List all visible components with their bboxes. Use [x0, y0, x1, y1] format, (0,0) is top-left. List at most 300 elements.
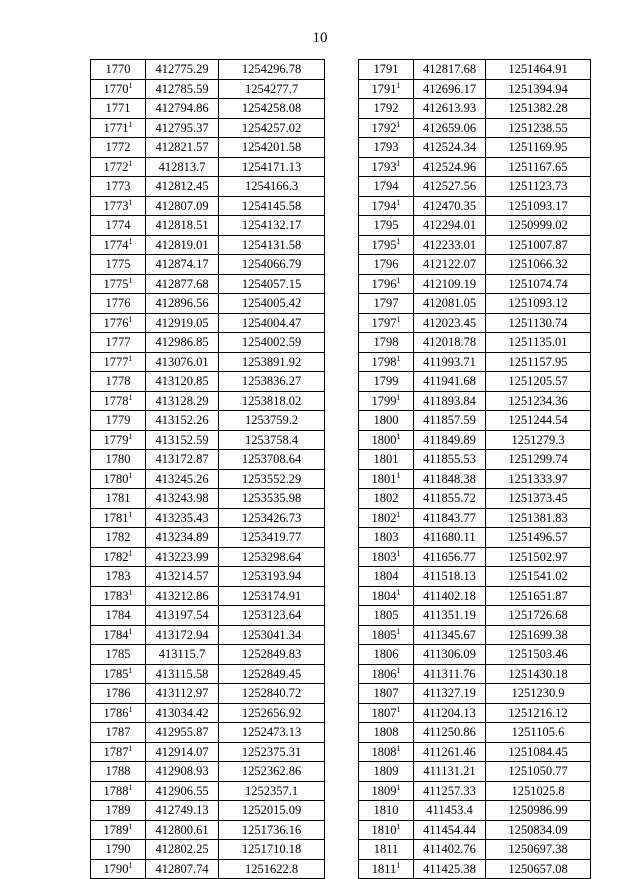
point-id: 1811 [373, 842, 399, 857]
point-id-cell [359, 79, 414, 99]
point-id-cell [359, 489, 414, 509]
x-coordinate-cell: 412812.45 [146, 177, 219, 197]
point-id: 1807 [373, 686, 399, 701]
y-coordinate-cell: 1250697.38 [486, 840, 591, 860]
point-id: 1797 [371, 315, 397, 330]
point-id-superscript: 1 [396, 431, 401, 441]
table-row [359, 235, 591, 255]
x-coordinate-cell: 412524.34 [414, 138, 486, 158]
table-row [359, 118, 591, 138]
table-row [91, 508, 325, 528]
y-coordinate-cell: 1251381.83 [486, 508, 591, 528]
point-id-superscript: 1 [128, 665, 133, 675]
y-coordinate-cell: 1251093.17 [486, 196, 591, 216]
x-coordinate-cell: 412470.35 [414, 196, 486, 216]
x-coordinate-cell: 412819.01 [146, 235, 219, 255]
point-id-cell [91, 79, 146, 99]
x-coordinate-cell: 412821.57 [146, 138, 219, 158]
table-row [91, 274, 325, 294]
point-id-superscript: 1 [396, 80, 401, 90]
table-row [91, 60, 325, 80]
y-coordinate-cell: 1251373.45 [486, 489, 591, 509]
point-id-superscript: 1 [396, 470, 401, 480]
x-coordinate-cell: 412795.37 [146, 118, 219, 138]
table-row [359, 528, 591, 548]
point-id-cell [359, 469, 414, 489]
x-coordinate-cell: 411306.09 [414, 645, 486, 665]
table-row [359, 762, 591, 782]
point-id-superscript: 1 [396, 821, 401, 831]
point-id-cell [359, 196, 414, 216]
point-id-superscript: 1 [396, 548, 401, 558]
table-row [91, 489, 325, 509]
point-id: 1770 [103, 81, 129, 96]
x-coordinate-cell: 412023.45 [414, 313, 486, 333]
y-coordinate-cell: 1252840.72 [219, 684, 325, 704]
point-id-cell [359, 508, 414, 528]
point-id: 1775 [103, 276, 129, 291]
point-id: 1781 [103, 510, 129, 525]
point-id: 1776 [103, 315, 129, 330]
x-coordinate-cell: 413212.86 [146, 586, 219, 606]
table-row [91, 742, 325, 762]
y-coordinate-cell: 1253535.98 [219, 489, 325, 509]
y-coordinate-cell: 1251464.91 [486, 60, 591, 80]
point-id-cell [359, 294, 414, 314]
table-row [91, 196, 325, 216]
point-id-cell [91, 177, 146, 197]
table-row [359, 99, 591, 119]
table-row [359, 274, 591, 294]
table-row [359, 391, 591, 411]
point-id-superscript: 1 [128, 197, 133, 207]
coordinates-table-right [358, 59, 591, 879]
point-id-cell [91, 567, 146, 587]
point-id-cell [359, 274, 414, 294]
point-id: 1791 [373, 62, 399, 77]
point-id: 1779 [105, 413, 131, 428]
table-row [359, 723, 591, 743]
y-coordinate-cell: 1251123.73 [486, 177, 591, 197]
point-id-cell [359, 547, 414, 567]
table-row [91, 235, 325, 255]
table-row [91, 528, 325, 548]
point-id: 1811 [371, 861, 397, 876]
point-id: 1772 [103, 159, 129, 174]
point-id: 1806 [373, 647, 399, 662]
x-coordinate-cell: 412696.17 [414, 79, 486, 99]
table-row [91, 99, 325, 119]
point-id: 1793 [371, 159, 397, 174]
x-coordinate-cell: 412807.74 [146, 859, 219, 879]
table-row [359, 333, 591, 353]
x-coordinate-cell: 413243.98 [146, 489, 219, 509]
point-id-cell [359, 742, 414, 762]
x-coordinate-cell: 411453.4 [414, 801, 486, 821]
point-id-cell [91, 138, 146, 158]
table-row [91, 820, 325, 840]
table-row [91, 352, 325, 372]
point-id: 1796 [371, 276, 397, 291]
x-coordinate-cell: 411855.53 [414, 450, 486, 470]
table-row [91, 567, 325, 587]
point-id-cell [359, 60, 414, 80]
y-coordinate-cell: 1251651.87 [486, 586, 591, 606]
point-id: 1786 [103, 705, 129, 720]
point-id: 1777 [103, 354, 129, 369]
x-coordinate-cell: 413112.97 [146, 684, 219, 704]
point-id-cell [359, 820, 414, 840]
x-coordinate-cell: 411345.67 [414, 625, 486, 645]
y-coordinate-cell: 1250986.99 [486, 801, 591, 821]
point-id-cell [91, 586, 146, 606]
y-coordinate-cell: 1252473.13 [219, 723, 325, 743]
y-coordinate-cell: 1253193.94 [219, 567, 325, 587]
y-coordinate-cell: 1251622.8 [219, 859, 325, 879]
point-id: 1785 [103, 666, 129, 681]
point-id-cell [359, 118, 414, 138]
point-id-superscript: 1 [396, 665, 401, 675]
point-id-cell [91, 274, 146, 294]
x-coordinate-cell: 413152.26 [146, 411, 219, 431]
point-id: 1785 [105, 647, 131, 662]
table-row [359, 430, 591, 450]
point-id: 1803 [373, 530, 399, 545]
point-id-superscript: 1 [396, 782, 401, 792]
point-id: 1808 [371, 744, 397, 759]
y-coordinate-cell: 1251394.94 [486, 79, 591, 99]
table-row [91, 79, 325, 99]
point-id-superscript: 1 [128, 704, 133, 714]
table-row [359, 859, 591, 879]
x-coordinate-cell: 412018.78 [414, 333, 486, 353]
table-row [91, 645, 325, 665]
y-coordinate-cell: 1254004.47 [219, 313, 325, 333]
point-id: 1783 [103, 588, 129, 603]
x-coordinate-cell: 412081.05 [414, 294, 486, 314]
table-row [359, 645, 591, 665]
point-id-cell [359, 255, 414, 275]
point-id: 1781 [105, 491, 131, 506]
table-row [91, 684, 325, 704]
table-row [359, 567, 591, 587]
table-row [91, 801, 325, 821]
x-coordinate-cell: 411311.76 [414, 664, 486, 684]
point-id-cell [91, 333, 146, 353]
y-coordinate-cell: 1251503.46 [486, 645, 591, 665]
point-id-superscript: 1 [128, 860, 133, 870]
point-id-cell [359, 157, 414, 177]
point-id: 1799 [371, 393, 397, 408]
y-coordinate-cell: 1251496.57 [486, 528, 591, 548]
point-id-superscript: 1 [396, 509, 401, 519]
point-id-cell [359, 625, 414, 645]
point-id-cell [91, 801, 146, 821]
y-coordinate-cell: 1251050.77 [486, 762, 591, 782]
point-id: 1782 [103, 549, 129, 564]
table-row [359, 177, 591, 197]
point-id-cell [91, 606, 146, 626]
point-id: 1782 [105, 530, 131, 545]
point-id-cell [91, 430, 146, 450]
point-id: 1778 [105, 374, 131, 389]
table-row [359, 138, 591, 158]
y-coordinate-cell: 1251130.74 [486, 313, 591, 333]
x-coordinate-cell: 411680.11 [414, 528, 486, 548]
point-id: 1807 [371, 705, 397, 720]
x-coordinate-cell: 412233.01 [414, 235, 486, 255]
y-coordinate-cell: 1253123.64 [219, 606, 325, 626]
point-id: 1808 [373, 725, 399, 740]
x-coordinate-cell: 411656.77 [414, 547, 486, 567]
y-coordinate-cell: 1253836.27 [219, 372, 325, 392]
x-coordinate-cell: 411425.38 [414, 859, 486, 879]
x-coordinate-cell: 413245.26 [146, 469, 219, 489]
point-id-cell [359, 216, 414, 236]
point-id: 1801 [373, 452, 399, 467]
point-id-cell [359, 664, 414, 684]
point-id: 1792 [371, 120, 397, 135]
point-id-superscript: 1 [128, 821, 133, 831]
y-coordinate-cell: 1251430.18 [486, 664, 591, 684]
table-row [91, 372, 325, 392]
point-id-cell [91, 469, 146, 489]
y-coordinate-cell: 1251216.12 [486, 703, 591, 723]
y-coordinate-cell: 1251007.87 [486, 235, 591, 255]
x-coordinate-cell: 413152.59 [146, 430, 219, 450]
point-id: 1802 [373, 491, 399, 506]
point-id-superscript: 1 [128, 743, 133, 753]
point-id-cell [91, 645, 146, 665]
point-id-cell [91, 255, 146, 275]
x-coordinate-cell: 412122.07 [414, 255, 486, 275]
x-coordinate-cell: 412986.85 [146, 333, 219, 353]
x-coordinate-cell: 412874.17 [146, 255, 219, 275]
point-id: 1795 [371, 237, 397, 252]
point-id-cell [91, 723, 146, 743]
y-coordinate-cell: 1254171.13 [219, 157, 325, 177]
point-id: 1798 [373, 335, 399, 350]
y-coordinate-cell: 1250657.08 [486, 859, 591, 879]
y-coordinate-cell: 1254257.02 [219, 118, 325, 138]
point-id: 1779 [103, 432, 129, 447]
table-row [359, 625, 591, 645]
table-row [359, 255, 591, 275]
point-id-superscript: 1 [396, 119, 401, 129]
point-id: 1786 [105, 686, 131, 701]
table-row [91, 469, 325, 489]
point-id-superscript: 1 [128, 548, 133, 558]
table-row [359, 820, 591, 840]
table-row [359, 742, 591, 762]
y-coordinate-cell: 1251169.95 [486, 138, 591, 158]
point-id-cell [91, 625, 146, 645]
point-id-cell [91, 840, 146, 860]
point-id-superscript: 1 [128, 587, 133, 597]
x-coordinate-cell: 412807.09 [146, 196, 219, 216]
table-row [91, 216, 325, 236]
point-id-superscript: 1 [128, 314, 133, 324]
x-coordinate-cell: 412813.7 [146, 157, 219, 177]
table-row [91, 391, 325, 411]
table-row [91, 255, 325, 275]
y-coordinate-cell: 1251502.97 [486, 547, 591, 567]
table-row [91, 138, 325, 158]
point-id-superscript: 1 [128, 236, 133, 246]
y-coordinate-cell: 1253758.4 [219, 430, 325, 450]
point-id-cell [359, 703, 414, 723]
point-id-cell [91, 547, 146, 567]
point-id: 1775 [105, 257, 131, 272]
point-id-cell [91, 859, 146, 879]
y-coordinate-cell: 1254131.58 [219, 235, 325, 255]
y-coordinate-cell: 1254005.42 [219, 294, 325, 314]
point-id-superscript: 1 [128, 392, 133, 402]
x-coordinate-cell: 412906.55 [146, 781, 219, 801]
point-id-cell [91, 60, 146, 80]
x-coordinate-cell: 412817.68 [414, 60, 486, 80]
point-id: 1784 [103, 627, 129, 642]
table-row [91, 411, 325, 431]
point-id-superscript: 1 [128, 80, 133, 90]
y-coordinate-cell: 1254002.59 [219, 333, 325, 353]
x-coordinate-cell: 412818.51 [146, 216, 219, 236]
point-id: 1791 [371, 81, 397, 96]
point-id: 1796 [373, 257, 399, 272]
x-coordinate-cell: 413214.57 [146, 567, 219, 587]
y-coordinate-cell: 1251238.55 [486, 118, 591, 138]
x-coordinate-cell: 411893.84 [414, 391, 486, 411]
point-id-cell [91, 196, 146, 216]
x-coordinate-cell: 412749.13 [146, 801, 219, 821]
point-id: 1800 [373, 413, 399, 428]
point-id: 1810 [373, 803, 399, 818]
y-coordinate-cell: 1251699.38 [486, 625, 591, 645]
y-coordinate-cell: 1254057.15 [219, 274, 325, 294]
y-coordinate-cell: 1254166.3 [219, 177, 325, 197]
point-id-cell [359, 528, 414, 548]
x-coordinate-cell: 411327.19 [414, 684, 486, 704]
point-id: 1777 [105, 335, 131, 350]
y-coordinate-cell: 1251093.12 [486, 294, 591, 314]
point-id-superscript: 1 [128, 275, 133, 285]
y-coordinate-cell: 1252362.86 [219, 762, 325, 782]
x-coordinate-cell: 412955.87 [146, 723, 219, 743]
point-id-cell [359, 99, 414, 119]
point-id: 1780 [103, 471, 129, 486]
x-coordinate-cell: 412877.68 [146, 274, 219, 294]
point-id-cell [359, 450, 414, 470]
x-coordinate-cell: 412802.25 [146, 840, 219, 860]
point-id-superscript: 1 [396, 275, 401, 285]
point-id: 1801 [371, 471, 397, 486]
table-row [91, 118, 325, 138]
point-id-cell [359, 684, 414, 704]
point-id-cell [91, 235, 146, 255]
point-id-superscript: 1 [396, 158, 401, 168]
point-id-cell [359, 567, 414, 587]
y-coordinate-cell: 1251230.9 [486, 684, 591, 704]
point-id-cell [359, 391, 414, 411]
y-coordinate-cell: 1253708.64 [219, 450, 325, 470]
table-row [359, 216, 591, 236]
point-id: 1780 [105, 452, 131, 467]
point-id-cell [91, 411, 146, 431]
y-coordinate-cell: 1250834.09 [486, 820, 591, 840]
y-coordinate-cell: 1253759.2 [219, 411, 325, 431]
x-coordinate-cell: 412659.06 [414, 118, 486, 138]
y-coordinate-cell: 1254066.79 [219, 255, 325, 275]
x-coordinate-cell: 412908.93 [146, 762, 219, 782]
x-coordinate-cell: 411857.59 [414, 411, 486, 431]
table-row [359, 684, 591, 704]
x-coordinate-cell: 411204.13 [414, 703, 486, 723]
point-id-cell [359, 586, 414, 606]
point-id-cell [91, 742, 146, 762]
x-coordinate-cell: 411131.21 [414, 762, 486, 782]
x-coordinate-cell: 411855.72 [414, 489, 486, 509]
point-id: 1793 [373, 140, 399, 155]
x-coordinate-cell: 411261.46 [414, 742, 486, 762]
point-id-superscript: 1 [128, 158, 133, 168]
point-id-superscript: 1 [128, 470, 133, 480]
x-coordinate-cell: 411402.76 [414, 840, 486, 860]
x-coordinate-cell: 411848.38 [414, 469, 486, 489]
point-id: 1774 [103, 237, 129, 252]
x-coordinate-cell: 412896.56 [146, 294, 219, 314]
point-id-cell [91, 313, 146, 333]
y-coordinate-cell: 1251084.45 [486, 742, 591, 762]
x-coordinate-cell: 411518.13 [414, 567, 486, 587]
x-coordinate-cell: 411454.44 [414, 820, 486, 840]
point-id: 1789 [103, 822, 129, 837]
y-coordinate-cell: 1251279.3 [486, 430, 591, 450]
table-row [91, 450, 325, 470]
point-id-superscript: 1 [396, 392, 401, 402]
point-id-cell [359, 411, 414, 431]
point-id: 1773 [105, 179, 131, 194]
x-coordinate-cell: 411402.18 [414, 586, 486, 606]
x-coordinate-cell: 411843.77 [414, 508, 486, 528]
y-coordinate-cell: 1254296.78 [219, 60, 325, 80]
y-coordinate-cell: 1251710.18 [219, 840, 325, 860]
x-coordinate-cell: 413197.54 [146, 606, 219, 626]
y-coordinate-cell: 1251157.95 [486, 352, 591, 372]
y-coordinate-cell: 1252357.1 [219, 781, 325, 801]
point-id-cell [91, 118, 146, 138]
point-id: 1787 [105, 725, 131, 740]
y-coordinate-cell: 1253041.34 [219, 625, 325, 645]
point-id-cell [91, 352, 146, 372]
x-coordinate-cell: 411941.68 [414, 372, 486, 392]
y-coordinate-cell: 1251205.57 [486, 372, 591, 392]
table-row [91, 294, 325, 314]
point-id-superscript: 1 [128, 509, 133, 519]
point-id: 1804 [373, 569, 399, 584]
table-row [91, 333, 325, 353]
point-id: 1790 [105, 842, 131, 857]
x-coordinate-cell: 413128.29 [146, 391, 219, 411]
x-coordinate-cell: 411993.71 [414, 352, 486, 372]
y-coordinate-cell: 1253298.64 [219, 547, 325, 567]
y-coordinate-cell: 1251333.97 [486, 469, 591, 489]
point-id-superscript: 1 [396, 314, 401, 324]
x-coordinate-cell: 412775.29 [146, 60, 219, 80]
point-id: 1772 [105, 140, 131, 155]
table-row [91, 840, 325, 860]
point-id: 1771 [103, 120, 129, 135]
y-coordinate-cell: 1253818.02 [219, 391, 325, 411]
